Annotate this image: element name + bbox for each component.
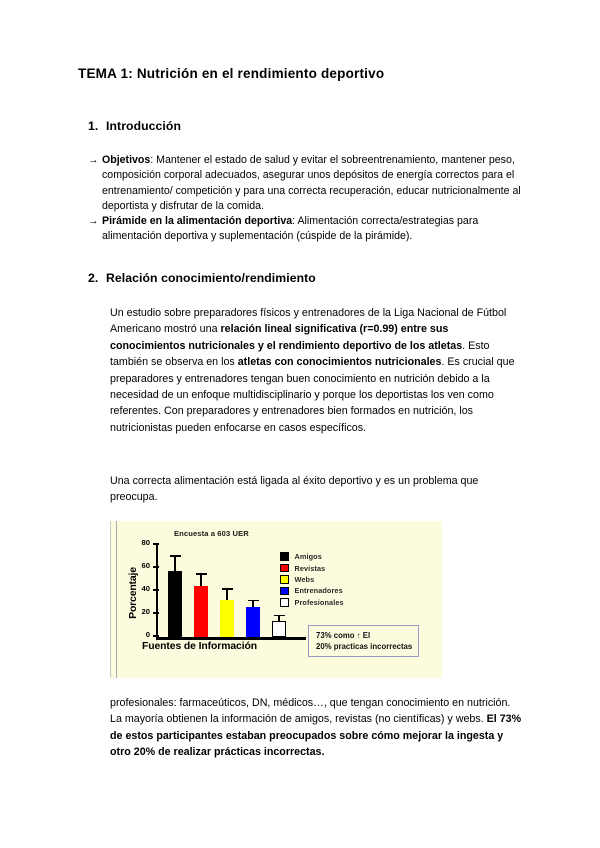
list-item-lead: Objetivos xyxy=(102,154,151,166)
legend-item xyxy=(280,551,344,562)
chart-x-axis-line xyxy=(156,637,306,640)
bar-rect xyxy=(194,586,208,637)
legend-label: Revistas xyxy=(294,563,326,573)
section-title-2: Relación conocimiento/rendimiento xyxy=(106,271,316,285)
legend-color-swatch xyxy=(280,564,289,573)
chart-y-tick-40 xyxy=(141,584,159,594)
error-bar-cap xyxy=(248,600,259,602)
legend-color-swatch xyxy=(280,587,289,596)
paragraph-nutrition-success: Una correcta alimentación está ligada al éxito deportivo y es un problema que preocupa. xyxy=(110,475,479,504)
bar-rect xyxy=(246,607,260,637)
error-bar xyxy=(174,557,176,572)
legend-color-swatch xyxy=(280,575,289,584)
chart-y-tick-label-40: 40 xyxy=(141,584,150,594)
survey-bar-chart xyxy=(110,521,442,678)
paragraph-relation xyxy=(110,305,524,436)
chart-y-tick-label-20: 20 xyxy=(141,607,150,617)
legend-item xyxy=(280,562,344,573)
chart-y-tick-label-60: 60 xyxy=(141,561,150,571)
legend-label: Amigos xyxy=(294,552,322,562)
section-heading-2 xyxy=(88,271,316,285)
bar-rect xyxy=(168,571,182,637)
legend-color-swatch xyxy=(280,552,289,561)
section-number-1: 1. xyxy=(88,119,99,133)
chart-y-tick-0 xyxy=(145,630,159,640)
list-item-text xyxy=(102,153,524,214)
legend-color-swatch xyxy=(280,598,289,607)
error-bar-cap xyxy=(196,573,207,575)
list-item xyxy=(88,214,524,245)
chart-y-axis-line xyxy=(156,545,158,637)
paragraph-professionals xyxy=(110,695,524,761)
legend-item xyxy=(280,574,344,585)
para-text-d: atletas con conocimientos nutricionales xyxy=(237,356,442,369)
page-title: TEMA 1: Nutrición en el rendimiento deportivo xyxy=(78,66,385,81)
legend-label: Profesionales xyxy=(294,597,344,607)
chart-x-axis-label: Fuentes de Información xyxy=(142,641,257,652)
para-text-b: relación lineal significativa (r=0.99) entre sus conocimientos nutricionales y el rendimiento deportivo de los atletas xyxy=(110,323,463,352)
para3-text-a: profesionales: farmaceúticos, DN, médicos…, que tengan conocimiento en nutrición. La mayoría obtienen la información de amigos, revistas (no científicas) y webs. xyxy=(110,697,511,726)
bar-rect xyxy=(220,600,234,637)
chart-left-margin-strip xyxy=(110,521,117,678)
list-item-lead: Pirámide en la alimentación deportiva xyxy=(102,215,293,228)
arrow-icon: → xyxy=(88,215,99,228)
chart-annotation-line-1: 73% como ↑ El xyxy=(316,631,371,640)
list-item-body: : Alimentación correcta/estrategias para alimentación deportiva y suplementación (cúspide de la pirámide). xyxy=(102,215,479,243)
chart-title: Encuesta a 603 UER xyxy=(174,529,249,538)
chart-plot-area xyxy=(141,538,298,640)
error-bar xyxy=(252,601,254,607)
bar-rect xyxy=(272,621,286,637)
chart-y-tick-label-80: 80 xyxy=(141,538,150,548)
objectives-list xyxy=(88,153,524,245)
legend-item xyxy=(280,597,344,608)
error-bar-cap xyxy=(222,588,233,590)
chart-inner-area xyxy=(118,521,442,678)
para-text-a: Un estudio sobre preparadores físicos y entrenadores de la Liga Nacional de Fútbol Americano mostró una xyxy=(110,307,507,336)
error-bar xyxy=(200,575,202,587)
chart-y-axis-label: Porcentaje xyxy=(126,567,139,619)
list-item-text xyxy=(102,214,524,245)
error-bar-cap xyxy=(170,555,181,557)
para-text-e: . Es crucial que preparadores y entrenadores tengan buen conocimiento en nutrición debido a la necesidad de un enfoque multidisciplinario y porque los deportistas los ven como referentes. Con preparadores y entrenadores bien formados en nutrición, los nutricionistas pueden enfocarse en casos específicos. xyxy=(110,356,515,434)
section-number-2: 2. xyxy=(88,271,99,285)
section-title-1: Introducción xyxy=(106,119,181,133)
section-heading-1 xyxy=(88,119,181,133)
list-item-body: : Mantener el estado de salud y evitar el sobreentrenamiento, mantener peso, composición corporal adecuados, asegurar unos depósitos de energía correctos para el entrenamiento/ competición y para una correcta recuperación, educar nutricionalmente al deportista y disfrutar de la comida. xyxy=(102,154,521,212)
chart-y-tick-60 xyxy=(141,561,159,571)
error-bar-cap xyxy=(274,615,285,617)
chart-annotation-box xyxy=(308,625,419,657)
chart-legend xyxy=(280,551,344,608)
list-item xyxy=(88,153,524,214)
error-bar xyxy=(226,590,228,600)
chart-y-tick-20 xyxy=(141,607,159,617)
legend-label: Webs xyxy=(294,574,315,584)
para-text-c: . Esto también se observa en los xyxy=(110,339,490,369)
chart-y-tick-label-0: 0 xyxy=(145,630,150,640)
arrow-icon: → xyxy=(88,154,99,166)
legend-label: Entrenadores xyxy=(294,586,343,596)
error-bar xyxy=(278,616,280,621)
chart-y-tick-80 xyxy=(141,538,159,548)
para3-text-b: El 73% de estos participantes estaban preocupados sobre cómo mejorar la ingesta y otro 20% de realizar prácticas incorrectas. xyxy=(110,713,522,759)
chart-annotation-line-2: 20% practicas incorrectas xyxy=(316,642,413,651)
legend-item xyxy=(280,585,344,596)
